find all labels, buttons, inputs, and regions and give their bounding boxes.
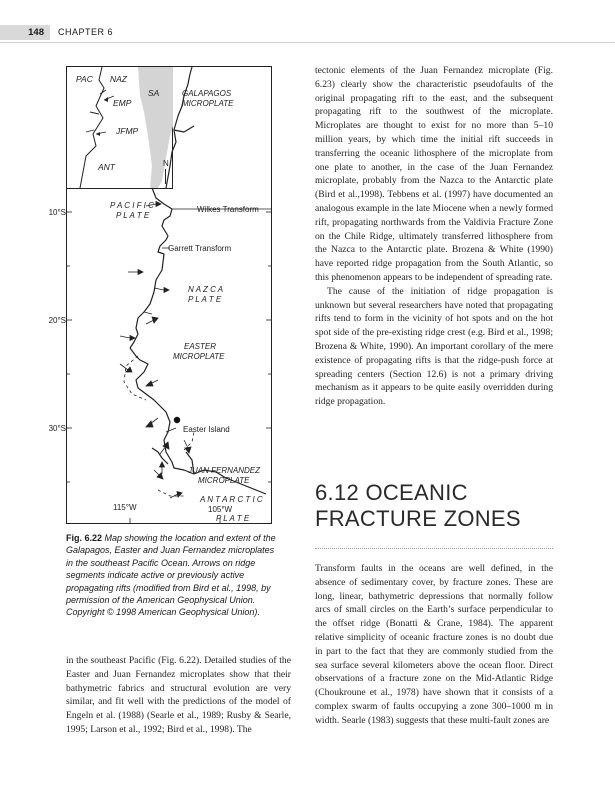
figure-map — [48, 66, 272, 524]
inset-label-pac: PAC — [76, 74, 93, 84]
header-rule — [0, 42, 615, 43]
label-easter-microplate: MICROPLATE — [173, 352, 225, 361]
section-paragraph: Transform faults in the oceans are well defined, in the absence of sedimentary cover, by fracture zones. These are long, linear, bathymetric depressions that normally follow arcs of small circles on the Earth’s surface perpendicular to the offset ridge (Bonatti & Crane, 1984). The apparent relative simplicity of oceanic fracture zones is no doubt due in part to the fact that they are commonly studied from the sea surface several kilometers above the ocean floor. Direct observations of a fracture zone on the Mid-Atlantic Ridge (Choukroune et al., 1978) have shown that it consists of a complex swarm of faults occupying a zone 300–1000 m in width. Searle (1983) suggests that these multi-fault zones are — [315, 563, 553, 726]
figure-caption-label: Fig. 6.22 — [66, 533, 103, 543]
label-pacific-plate: P L A T E — [116, 211, 150, 220]
label-nazca: N A Z C A — [188, 285, 224, 294]
section-body — [315, 562, 553, 728]
label-garrett-transform: Garrett Transform — [168, 244, 232, 253]
figure-caption-text: Map showing the location and extent of the Galapagos, Easter and Juan Fernandez microplates in the southeast Pacific Ocean. Arrows on ridge segments indicate active or previously active propagating rifts (modified from Bird et al., 1998, by permission of the American Geophysical Union. Copyright © 1998 American Geophysical Union). — [66, 533, 276, 618]
label-jf-microplate: MICROPLATE — [198, 476, 250, 485]
lat-label-10s: 10°S — [48, 208, 66, 217]
label-antarctic: A N T A R C T I C — [200, 495, 263, 504]
inset-label-ant: ANT — [98, 162, 115, 172]
lon-label-115w: 115°W — [113, 503, 137, 512]
label-galapagos-microplate: MICROPLATE — [182, 99, 234, 108]
section-number: 6.12 — [315, 480, 360, 505]
label-pacific: P A C I F I C — [110, 201, 154, 210]
section-divider — [315, 548, 553, 549]
label-antarctic-plate: P L A T E — [216, 514, 250, 523]
easter-island-marker — [174, 417, 180, 423]
inset-map — [67, 67, 174, 189]
left-paragraph: in the southeast Pacific (Fig. 6.22). Detailed studies of the Easter and Juan Fernandez microplates show that their bathymetric fabrics and structural evolution are very similar, and fit well with the predictions of the model of Engeln et al. (1988) (Searle et al., 1989; Rusby & Searle, 1995; Larson et al., 1992; Bird et al., 1998). The — [66, 655, 291, 735]
running-header — [0, 22, 615, 42]
inset-label-emp: EMP — [113, 98, 132, 108]
label-easter: EASTER — [184, 342, 217, 351]
label-galapagos: GALAPAGOS — [182, 89, 232, 98]
label-wilkes-transform: Wilkes Transform — [197, 205, 259, 214]
figure-caption — [66, 532, 281, 619]
lat-label-20s: 20°S — [48, 316, 66, 325]
inset-label-sa: SA — [148, 88, 160, 98]
svg-text:N: N — [163, 159, 169, 168]
inset-label-jfmp: JFMP — [116, 126, 139, 136]
label-easter-island: Easter Island — [183, 425, 230, 434]
inset-label-naz: NAZ — [110, 74, 127, 84]
section-heading — [315, 480, 555, 532]
section-title-line-1: OCEANIC — [365, 480, 468, 505]
label-nazca-plate: P L A T E — [188, 295, 222, 304]
right-column — [315, 64, 553, 409]
label-juan-fernandez: JUAN FERNANDEZ — [188, 466, 261, 475]
page-number: 148 — [0, 25, 50, 40]
left-column — [66, 654, 291, 737]
lat-label-30s: 30°S — [48, 424, 66, 433]
right-paragraph-1: tectonic elements of the Juan Fernandez microplate (Fig. 6.23) clearly show the characteristic pseudofaults of the original propagating rift to the east, and the subsequent propagating rift to the southwest of the microplate. Microplates are thought to exist for no more than 5–10 million years, by which time the initial rift succeeds in transferring the oceanic lithosphere of the microplate from one plate to another, in the case of the Juan Fernandez microplate, probably from the Nazca to the Antarctic plate (Bird et al.,1998). Tebbens et al. (1997) have documented an analogous example in the late Miocene when a newly formed rift, propagating northwards from the Valdivia Fracture Zone on the Chile Ridge, ultimately transferred lithosphere from the Nazca to the Antarctic plate. Brozena & White (1990) have reported ridge propagation from the South Atlantic, so this phenomenon appears to be independent of spreading rate. — [315, 65, 553, 283]
section-title-line-2: FRACTURE ZONES — [315, 506, 521, 531]
right-paragraph-2: The cause of the initiation of ridge propagation is unknown but several researchers have noted that propagating rifts tend to form in the vicinity of hot spots and on the hot spot side of the pre-existing ridge crest (e.g. Bird et al., 1998; Brozena & White, 1990). An important corollary of the mere existence of propagating rifts is that the ridge-push force at spreading centers (Section 12.6) is not a primary driving mechanism as it appears to be quite easily overridden during ridge propagation. — [315, 285, 553, 408]
chapter-label: CHAPTER 6 — [58, 27, 114, 37]
lon-label-105w: 105°W — [208, 505, 233, 514]
